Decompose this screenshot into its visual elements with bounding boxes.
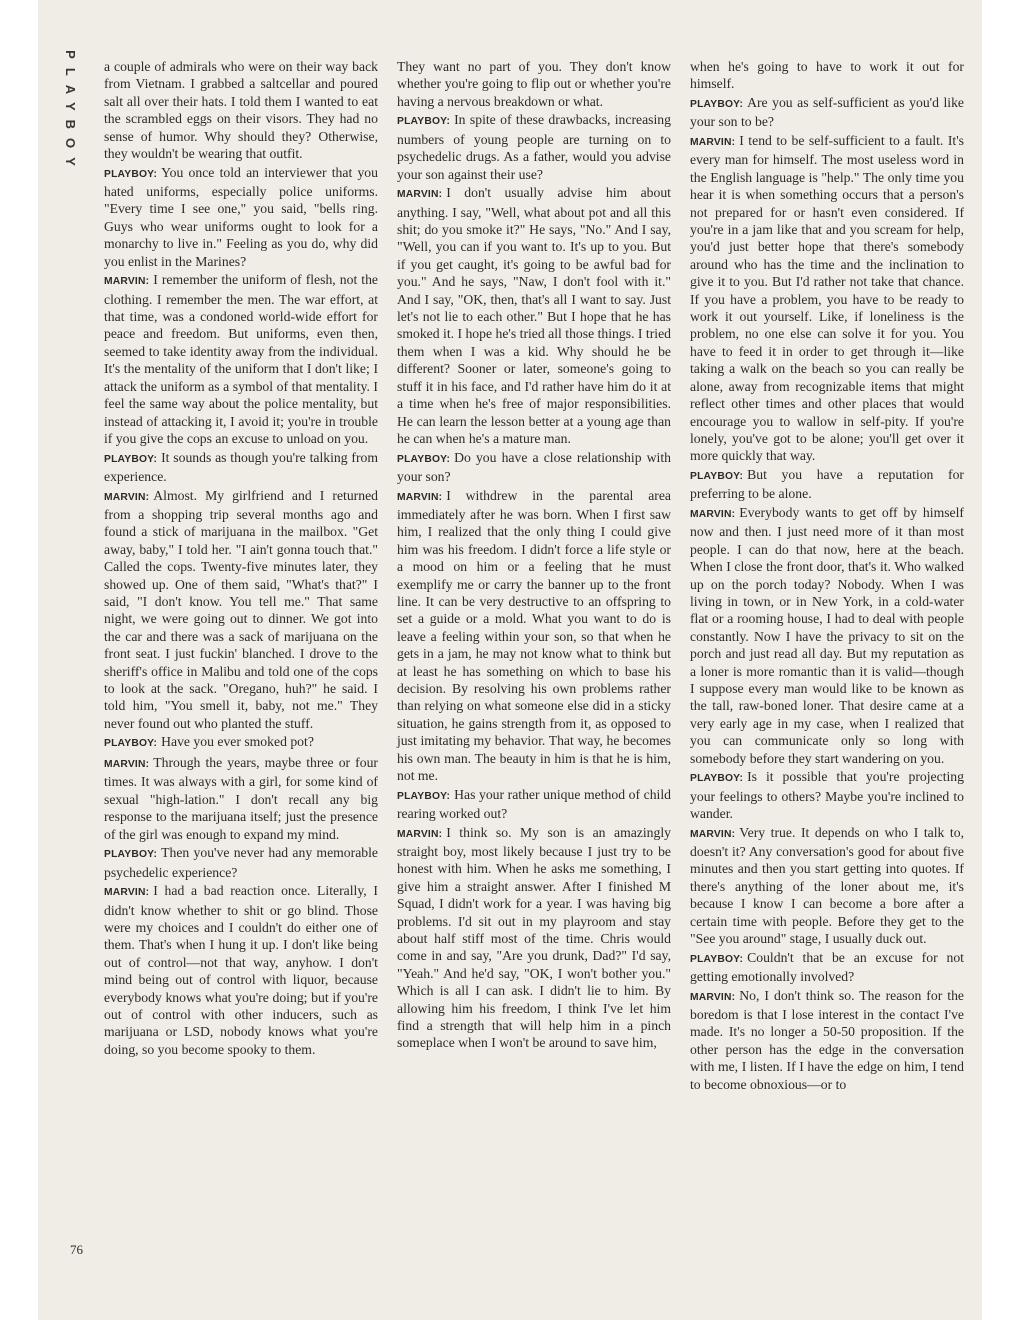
speaker-label: MARVIN:	[690, 508, 736, 520]
speaker-label: PLAYBOY:	[690, 953, 744, 965]
paragraph-text: Have you ever smoked pot?	[161, 734, 314, 750]
paragraph-text: I don't usually advise him about anything. I say, "Well, what about pot and all this shit; do you smoke it?" He says, "No." And I say, "Well, you can if you want to. It's up to you. But if you get caught, it's going to be awful bad for you." And he says, "Naw, I don't fool with it." And I say, "OK, then, that's all I want to say. Just let's not lie to each other." But I hope that he has smoked it. I hope he's tried all those things. I tried them when I was a kid. Why should he be different? Sooner or later, someone's going to stuff it in his face, and I'd rather have him do it at a time when he's free of major responsibilities. He can learn the lesson better at a young age than he can when he's a mature man.	[397, 185, 671, 446]
paragraph-text: In spite of these drawbacks, increasing numbers of young people are turning on to psychedelic drugs. As a father, would you advise your son against their use?	[397, 112, 671, 182]
paragraph-text: I had a bad reaction once. Literally, I didn't know whether to shit or go blind. Those were my choices and I couldn't do either one of them. That's when I hung it up. I don't like being out of control—not that way, anyhow. I don't mind being out of control with liquor, because everybody knows what you're doing; but if you're out of control with other inducers, such as marijuana or LSD, nobody knows what you're doing, so you become spooky to them.	[104, 883, 378, 1057]
magazine-running-head	[58, 44, 82, 180]
speaker-label: PLAYBOY:	[690, 773, 744, 785]
paragraph	[397, 58, 671, 110]
paragraph-text: No, I don't think so. The reason for the boredom is that I lose interest in the contact I've made. It's no longer a 50-50 proposition. If the other person has the edge in the conversation with me, I listen. If I have the edge on him, I tend to become obnoxious—or to	[690, 987, 964, 1092]
paragraph-text: Then you've never had any memorable psychedelic experience?	[104, 845, 378, 880]
paragraph-text: I remember the uniform of flesh, not the clothing. I remember the men. The war effort, at that time, was a condoned world-wide effort for peace and freedom. But uniforms, even then, seemed to take identity away from the individual. It's the mentality of the uniform that I don't like; I attack the uniform as a symbol of that mentality. I feel the same way about the police mentality, but instead of attacking it, I avoid it; you're in trouble if you give the cops an excuse to unload on you.	[104, 272, 378, 446]
paragraph	[690, 94, 964, 131]
paragraph-text: Are you as self-sufficient as you'd like your son to be?	[690, 95, 964, 130]
page-number: 76	[70, 1242, 83, 1257]
paragraph	[397, 449, 671, 486]
paragraph-text: I withdrew in the parental area immediately after he was born. When I first saw him, I realized that the only thing I could give him was his freedom. I didn't force a life style or a mood on him or a feeling that he must exemplify me or carry the banner up to the front line. It can be very destructive to an offspring to set a guide or a mold. What you want to do is leave a feeling within your son, so that when he gets in a jam, he may not know what to think but at least he has something on which to base his decision. By resolving his own problems rather than relying on what someone else did in a sticky situation, he gains strength from it, as opposed to just imitating my behavior. That way, he becomes his own man. The beauty in him is that he is him, not me.	[397, 487, 671, 783]
speaker-label: MARVIN:	[104, 491, 150, 503]
paragraph-text: It sounds as though you're talking from experience.	[104, 449, 378, 484]
speaker-label: MARVIN:	[397, 828, 443, 840]
paragraph	[690, 466, 964, 503]
paragraph-text: You once told an interviewer that you hated uniforms, especially police uniforms. "Every time I see one," you said, "bells ring. Guys who wear uniforms ought to look for a monarchy to live in." Feeling as you do, why did you enlist in the Marines?	[104, 164, 378, 269]
paragraph	[104, 487, 378, 733]
paragraph	[397, 184, 671, 447]
speaker-label: MARVIN:	[690, 828, 736, 840]
paragraph-text: Everybody wants to get off by himself now and then. I just need more of it than most people. I can do that now, here at the beach. When I close the front door, that's it. Who walked up on the porch today? Nobody. When I was living in town, or in New York, in a cold-water flat or a rooming house, I had to deal with people constantly. Now I have the privacy to sit on the porch and just read all day. But my reputation as a loner is more romantic than it is valid—though I suppose every man would like to be known as the tall, raw-boned loner. That desire came at a very early age in my case, when I realized that you can communicate only so long with somebody before they start wandering on you.	[690, 504, 964, 766]
paragraph-text: Very true. It depends on who I talk to, doesn't it? Any conversation's good for about five minutes and then you start getting into quotes. If there's anything of the loner about me, it's because I know I can become a bore after a certain time with people. Before they get to the "See you around" stage, I usually duck out.	[690, 824, 964, 947]
paragraph	[397, 111, 671, 183]
speaker-label: PLAYBOY:	[397, 116, 451, 128]
speaker-label: MARVIN:	[104, 887, 150, 899]
text-column-2	[397, 58, 671, 1053]
paragraph	[397, 786, 671, 823]
paragraph	[104, 58, 378, 162]
speaker-label: MARVIN:	[690, 991, 736, 1003]
speaker-label: MARVIN:	[397, 491, 443, 503]
paragraph	[104, 882, 378, 1058]
paragraph-text: Couldn't that be an excuse for not getting emotionally involved?	[690, 949, 964, 985]
paragraph	[690, 824, 964, 948]
speaker-label: PLAYBOY:	[104, 453, 158, 465]
paragraph	[104, 164, 378, 270]
paragraph-text: Is it possible that you're projecting your feelings to others? Maybe you're inclined to wander.	[690, 769, 964, 821]
paragraph	[397, 487, 671, 785]
paragraph	[690, 132, 964, 465]
paragraph	[690, 768, 964, 822]
paragraph	[104, 844, 378, 881]
paragraph	[690, 504, 964, 767]
paragraph	[104, 271, 378, 447]
speaker-label: PLAYBOY:	[104, 738, 158, 750]
paragraph-text: Has your rather unique method of child rearing worked out?	[397, 786, 671, 821]
paragraph-text: Do you have a close relationship with your son?	[397, 449, 671, 484]
speaker-label: PLAYBOY:	[397, 790, 451, 802]
paragraph	[104, 733, 378, 752]
speaker-label: PLAYBOY:	[397, 453, 451, 465]
speaker-label: MARVIN:	[104, 758, 150, 770]
speaker-label: MARVIN:	[104, 276, 150, 288]
paragraph-text: I tend to be self-sufficient to a fault. It's every man for himself. The most useless word in the English language is "help." The only time you hear it is when something occurs that a person's not prepared for or hasn't even considered. If you're in a jam like that and you scream for help, you'd just better hope that there's somebody around who has the time and the inclination to give it to you. But I'd rather not take that chance. If you have a problem, you have to be ready to work it out yourself. Like, if loneliness is the problem, no one else can solve it for you. You have to feed it in order to get through it—like taking a walk on the beach so you can really be alone, away from recognizable items that might reflect other times and other places that would encourage you to wallow in self-pity. If you're lonely, you've got to be alone; you'll get over it more quickly that way.	[690, 133, 964, 464]
speaker-label: MARVIN:	[690, 137, 736, 148]
paragraph	[690, 949, 964, 986]
magazine-name: PLAYBOY	[62, 49, 78, 175]
speaker-label: PLAYBOY:	[690, 470, 744, 482]
paragraph	[104, 449, 378, 486]
speaker-label: PLAYBOY:	[104, 168, 158, 180]
paragraph-text: Through the years, maybe three or four times. It was always with a girl, for some kind of sexual "high-lation." I don't recall any big response to the marijuana itself; just the presence of the girl was enough to expand my mind.	[104, 754, 378, 842]
paragraph-text: when he's going to have to work it out for himself.	[690, 59, 964, 92]
paragraph	[104, 754, 378, 843]
paragraph	[690, 987, 964, 1093]
paragraph	[690, 58, 964, 93]
paragraph-text: Almost. My girlfriend and I returned from a shopping trip several months ago and found a stick of marijuana in the mailbox. "Get away, baby," I told her. "I ain't gonna touch that." Called the cops. Twenty-five minutes later, they showed up. One of them said, "What's that?" I said, "I don't know. You tell me." That same night, we were going out to dinner. We got into the car and there was a sack of marijuana on the front seat. I just fuckin' blanched. I drove to the sheriff's office in Malibu and told one of the cops to look at the sack. "Oregano, huh?" he said. I told him, "You smell it, baby, not me." They never found out who planted the stuff.	[104, 487, 378, 731]
speaker-label: PLAYBOY:	[690, 99, 744, 110]
paragraph-text: But you have a reputation for preferring to be alone.	[690, 466, 964, 502]
paragraph	[397, 824, 671, 1052]
text-column-3	[690, 58, 964, 1094]
speaker-label: MARVIN:	[397, 189, 443, 201]
paragraph-text: I think so. My son is an amazingly straight boy, most likely because I just try to be honest with him. When he asks me something, I give him a straight answer. After I finished M Squad, I didn't work for a year. I was having big problems. I'd sit out in my playroom and stay about half stiff most of the time. Chris would come in and say, "Are you drunk, Dad?" I'd say, "Yeah." And he'd say, "OK, I won't bother you." Which is all I can ask. I didn't lie to him. By allowing him his freedom, I think I've let him find a strength that will help him in a pinch someplace when I won't be around to save him,	[397, 824, 671, 1051]
speaker-label: PLAYBOY:	[104, 849, 158, 861]
paragraph-text: They want no part of you. They don't know whether you're going to flip out or whether you're having a nervous breakdown or what.	[397, 59, 671, 109]
text-column-1	[104, 58, 378, 1059]
paragraph-text: a couple of admirals who were on their way back from Vietnam. I grabbed a saltcellar and poured salt all over their hats. I told them I wanted to eat the scrambled eggs on their visors. They had no sense of humor. Why should they? Otherwise, they wouldn't be wearing that outfit.	[104, 59, 378, 162]
